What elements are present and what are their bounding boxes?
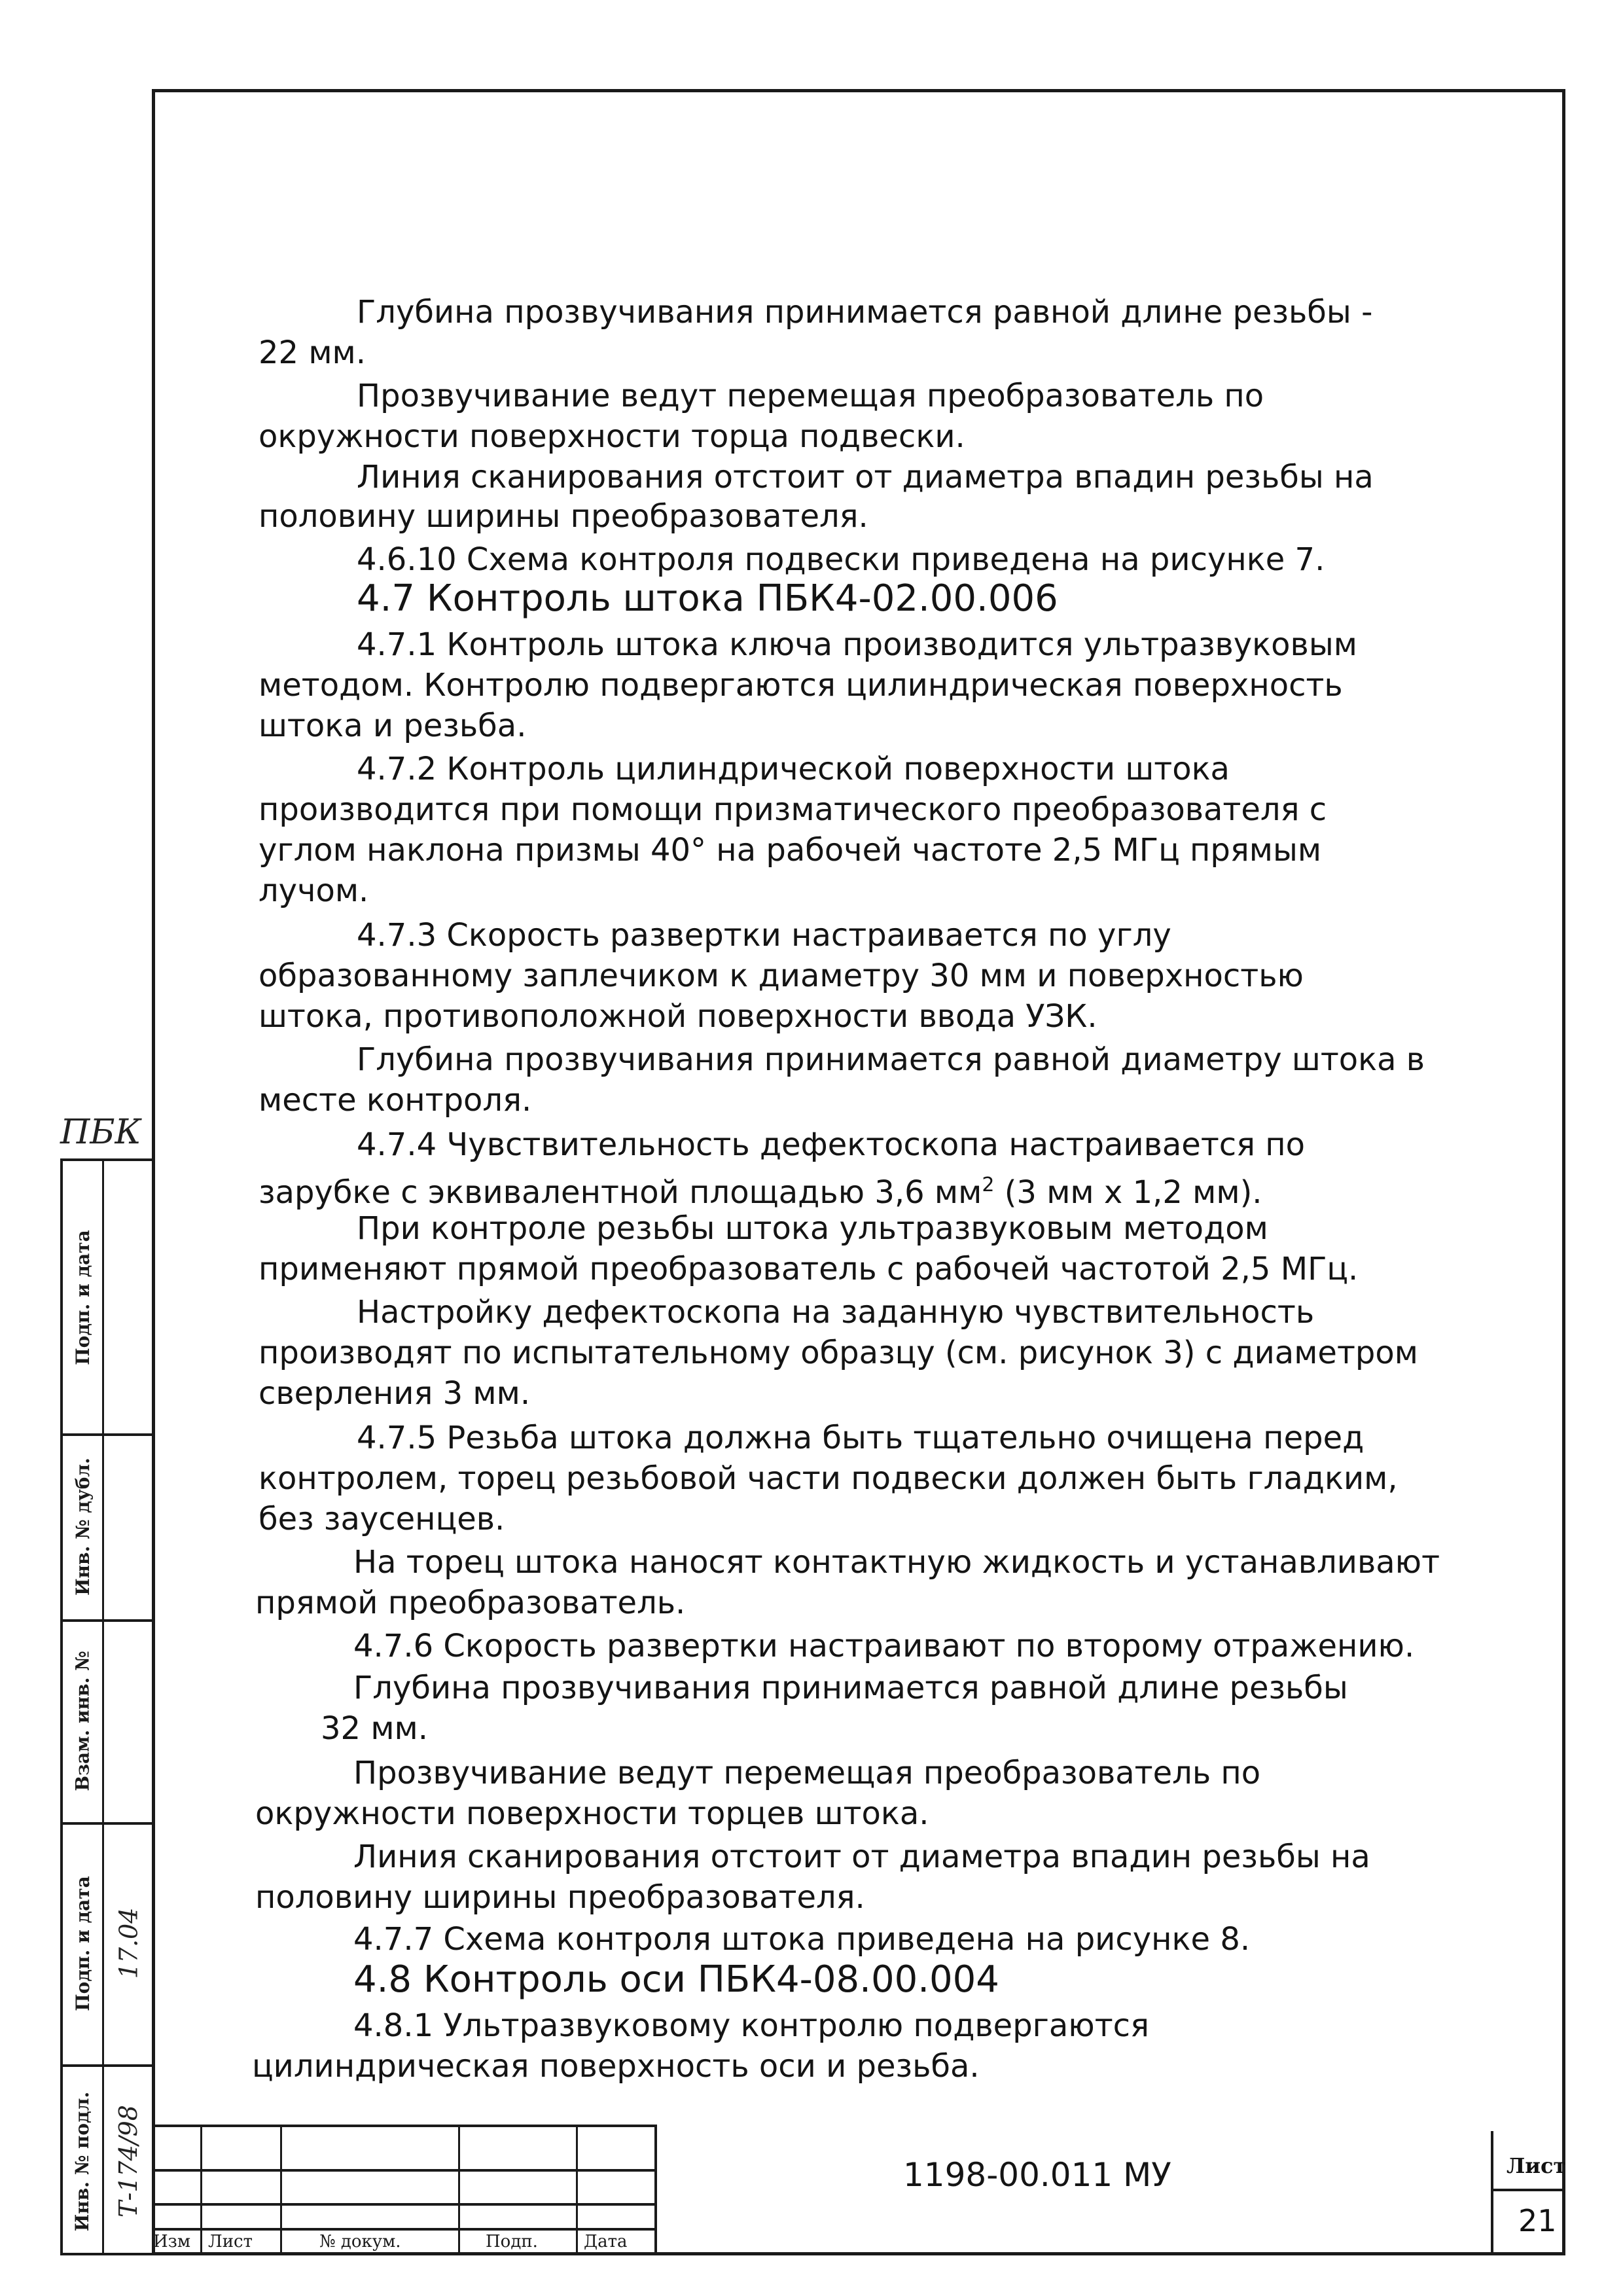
text-line: На торец штока наносят контактную жидкость и устанавливают: [353, 1544, 1440, 1581]
text-line: 4.6.10 Схема контроля подвески приведена на рисунке 7.: [357, 541, 1325, 578]
text-line: 4.7.2 Контроль цилиндрической поверхности штока: [357, 751, 1230, 787]
text-line: цилиндрическая поверхность оси и резьба.: [252, 2048, 980, 2085]
title-block-mid-line: [152, 2203, 656, 2206]
text-line: образованному заплечиком к диаметру 30 мм и поверхностью: [259, 958, 1304, 994]
text-line: прямой преобразователь.: [255, 1585, 686, 1621]
label-inv-dubl: Инв. № дубл.: [71, 1457, 94, 1596]
title-block-col-line: [654, 2125, 657, 2255]
text-line: штока, противоположной поверхности ввода УЗК.: [259, 998, 1097, 1035]
text-line: 4.8.1 Ультразвуковому контролю подвергаются: [353, 2007, 1149, 2044]
handwritten-inv-number: Т-174/98: [114, 2105, 143, 2217]
text-line: окружности поверхности торца подвески.: [259, 418, 965, 455]
text-line: 22 мм.: [259, 334, 366, 371]
text-line: Глубина прозвучивания принимается равной диаметру штока в: [357, 1041, 1425, 1078]
text-line: Прозвучивание ведут перемещая преобразователь по: [353, 1755, 1261, 1791]
title-block-col-line: [458, 2125, 460, 2255]
sheet-label: Лист: [1507, 2153, 1567, 2178]
text-line: применяют прямой преобразователь с рабочей частотой 2,5 МГц.: [259, 1251, 1359, 1287]
text-line: 4.7.3 Скорость развертки настраивается по углу: [357, 917, 1171, 954]
text-line: месте контроля.: [259, 1082, 532, 1119]
label-vzam-inv: Взам. инв. №: [71, 1650, 94, 1791]
text-line: сверления 3 мм.: [259, 1375, 531, 1412]
text-line: производится при помощи призматического преобразователя с: [259, 791, 1327, 828]
text-line: контролем, торец резьбовой части подвески должен быть гладким,: [259, 1460, 1398, 1497]
title-block-col-podp: Подп.: [486, 2232, 538, 2251]
title-block-col-izm: Изм: [153, 2232, 191, 2251]
text-line: 4.7.1 Контроль штока ключа производится ультразвуковым: [357, 626, 1357, 663]
text-line: без заусенцев.: [259, 1501, 505, 1537]
sheet-cell-left-line: [1491, 2131, 1493, 2255]
text-line: [259, 1166, 1262, 1211]
title-block-col-line: [200, 2125, 202, 2255]
text-line: Линия сканирования отстоит от диаметра впадин резьбы на: [357, 459, 1374, 495]
sheet-number: 21: [1518, 2203, 1557, 2238]
text-line: половину ширины преобразователя.: [259, 498, 868, 535]
text-line: 4.7.4 Чувствительность дефектоскопа настраивается по: [357, 1126, 1306, 1163]
text-segment: зарубке с эквивалентной площадью 3,6 мм: [259, 1174, 982, 1211]
text-line: Линия сканирования отстоит от диаметра впадин резьбы на: [353, 1839, 1370, 1875]
text-line: методом. Контролю подвергаются цилиндрическая поверхность: [259, 667, 1343, 704]
title-block-col-list: Лист: [208, 2232, 253, 2251]
text-line: окружности поверхности торцев штока.: [255, 1795, 929, 1832]
label-inv-podl: Инв. № подл.: [71, 2091, 94, 2231]
text-line: половину ширины преобразователя.: [255, 1879, 865, 1916]
text-line: Прозвучивание ведут перемещая преобразователь по: [357, 378, 1264, 414]
text-line: производят по испытательному образцу (см. рисунок 3) с диаметром: [259, 1335, 1418, 1371]
title-block-col-doc: № докум.: [319, 2232, 401, 2251]
label-podp-date-bottom: Подп. и дата: [71, 1875, 94, 2011]
text-line: Настройку дефектоскопа на заданную чувствительность: [357, 1294, 1315, 1331]
title-block-col-data: Дата: [584, 2232, 628, 2251]
text-line: 4.7.7 Схема контроля штока приведена на рисунке 8.: [353, 1921, 1251, 1958]
text-line: 4.7.5 Резьба штока должна быть тщательно очищена перед: [357, 1420, 1364, 1456]
text-line: лучом.: [259, 872, 369, 909]
text-line: Глубина прозвучивания принимается равной длине резьбы -: [357, 294, 1373, 331]
title-block-base-line: [152, 2228, 656, 2231]
section-heading: 4.8 Контроль оси ПБК4-08.00.004: [353, 1958, 999, 2001]
section-heading: 4.7 Контроль штока ПБК4-02.00.006: [357, 577, 1058, 620]
title-block-col-line: [280, 2125, 282, 2255]
left-stamp-block: [60, 1158, 152, 2255]
text-segment: (3 мм х 1,2 мм).: [994, 1174, 1262, 1211]
text-line: штока и резьба.: [259, 708, 527, 744]
margin-stamp: ПБК: [60, 1113, 141, 1152]
text-line: При контроле резьбы штока ультразвуковым методом: [357, 1210, 1268, 1247]
sheet-cell-mid-line: [1491, 2189, 1565, 2191]
title-block-col-line: [576, 2125, 578, 2255]
title-block-top-line: [152, 2125, 656, 2127]
label-podp-date-top: Подп. и дата: [71, 1229, 94, 1365]
text-line: 4.7.6 Скорость развертки настраивают по второму отражению.: [353, 1628, 1415, 1664]
title-block-mid-line: [152, 2169, 656, 2172]
text-line: 32 мм.: [321, 1710, 429, 1747]
handwritten-date: 17.04: [114, 1907, 143, 1979]
superscript: 2: [982, 1174, 995, 1196]
text-line: Глубина прозвучивания принимается равной длине резьбы: [353, 1670, 1348, 1706]
document-number: 1198-00.011 МУ: [903, 2156, 1171, 2194]
text-line: углом наклона призмы 40° на рабочей частоте 2,5 МГц прямым: [259, 832, 1322, 869]
